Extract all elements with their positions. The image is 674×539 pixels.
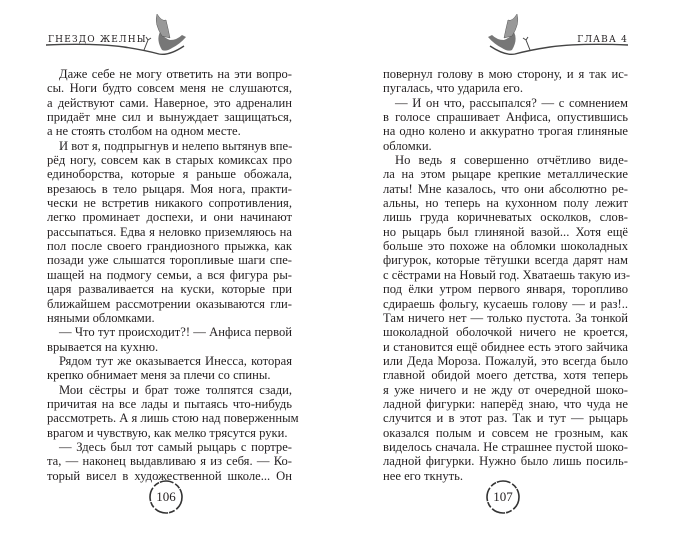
text-line: альны, но теперь на кухонном полу лежит: [383, 196, 628, 211]
text-line: врывается на кухню.: [47, 339, 159, 354]
text-line: или Деда Мороза. Пожалуй, это всегда было: [383, 353, 628, 368]
text-line: сы. Ноги будто совсем меня не слушаются,: [47, 81, 292, 96]
text-line: — Что тут происходит?! — Анфиса первой: [59, 325, 292, 340]
text-line: латы! Мне казалось, что они абсолютно ре-: [383, 181, 628, 196]
text-line: ладной фигурки. Нужно было лишь посиль-: [383, 454, 628, 469]
text-line: главной обидой моего детства, хотя теперь: [383, 368, 628, 383]
page-number: [148, 479, 184, 515]
text-line: на одно колено и аккуратно трогая глиняные: [383, 124, 628, 139]
text-line: Рядом тут же оказывается Инесса, которая: [59, 353, 292, 368]
text-line: рассыпаться. Едва я неловко приземляюсь на: [47, 224, 292, 239]
text-line: ла на этом рыцаре крепкие металлические: [383, 167, 628, 182]
text-line: пол после своего грандиозного прыжка, как: [47, 239, 292, 254]
text-line: торый висел в художественной школе... Он: [47, 468, 292, 483]
text-line: шоколадной оболочкой ничего не кроется,: [383, 325, 628, 340]
text-line: няными обломками.: [47, 310, 155, 325]
text-line: легко проминает доспехи, и они начинают: [47, 210, 292, 225]
text-line: единоборства, которые я раньше обожала,: [47, 167, 292, 182]
running-head-book-title: ГНЕЗДО ЖЕЛНЫ: [48, 35, 147, 45]
text-line: оказался полым и совсем не грозным, как: [383, 425, 628, 440]
text-line: нее его ткнуть.: [383, 468, 464, 483]
text-line: Мои сёстры и брат тоже толпятся сзади,: [59, 382, 292, 397]
text-line: ладной фигурки: наперёд знаю, что чуда не: [383, 396, 628, 411]
text-line: та, — наконец выдавливаю я из себя. — Ко-: [47, 454, 292, 469]
text-line: — Здесь был тот самый рыцарь с портре-: [59, 439, 292, 454]
text-line: фигурок, которые тётушки всегда дарят нам: [383, 253, 628, 268]
text-line: — И он что, рассыпался? — с сомнением: [395, 95, 628, 110]
text-line: обломки.: [383, 138, 432, 153]
text-line: причитая на все лады и пытаясь что-нибудь: [47, 396, 292, 411]
text-line: Но ведь я совершенно отчётливо виде-: [395, 153, 628, 168]
text-line: повернул голову в мою сторону, и я так ис-: [383, 67, 628, 81]
text-line: пугалась, что ударила его.: [383, 81, 523, 96]
text-line: с сёстрами на Новый год. Хватаешь такую из-: [383, 267, 631, 282]
text-line: И вот я, подпрыгнув и нелепо вытянув впе-: [59, 138, 293, 153]
bird-on-branch-icon: [44, 10, 194, 60]
text-line: в голосе спрашивает Анфиса, опустившись: [383, 110, 628, 125]
text-line: больше это похоже на обломки шоколадных: [383, 239, 628, 254]
text-line: ближайшем рассмотрении оказываются гли-: [47, 296, 292, 311]
bird-on-branch-icon: [480, 10, 630, 60]
text-line: врезаюсь в тело рыцаря. Моя нога, практи-: [47, 181, 292, 196]
running-head-chapter: ГЛАВА 4: [577, 35, 628, 45]
text-line: и становится ещё обиднее есть этого зайчика: [383, 339, 628, 354]
text-line: придаёт мне сил и вынуждает защищаться,: [47, 110, 292, 125]
text-line: рассмотреть. А я лишь стою над поверженным: [47, 411, 299, 426]
body-text: [383, 67, 631, 483]
page-number: [485, 479, 521, 515]
right-page: [337, 0, 674, 539]
text-line: царя разваливается на куски, которые при: [47, 282, 292, 297]
text-line: под ёлки утром первого января, торопливо: [383, 282, 628, 297]
text-line: виделось сначала. Не страшнее пустой шоко-: [383, 439, 628, 454]
text-line: крепко обнимает меня за плечи со спины.: [47, 368, 271, 383]
text-line: но рыцарь был глиняной вазой... Хотя ещё: [383, 224, 628, 239]
text-line: шащей на подмогу семьи, а вся фигура ры-: [47, 267, 292, 282]
text-line: рёд ногу, совсем как в старых комиксах про: [47, 153, 292, 168]
text-line: а не стоять столбом на одном месте.: [47, 124, 241, 139]
text-line: Там ничего нет — только пустота. За тонкой: [383, 310, 628, 325]
text-line: позади уже слышатся торопливые шаги спе-: [47, 253, 292, 268]
page-number-text: 106: [156, 489, 176, 504]
text-line: врагом и чувствую, как мелко трясутся руки.: [47, 425, 288, 440]
page-number-text: 107: [493, 489, 513, 504]
body-text: [47, 67, 299, 483]
text-line: я уже ничего и не жду от очередной шоко-: [383, 382, 628, 397]
text-line: случится и в этот раз. Так и тут — рыцарь: [383, 411, 628, 426]
text-line: Даже себе не могу ответить на эти вопро-: [59, 67, 292, 81]
text-line: чески не встретив никакого сопротивления,: [47, 196, 292, 211]
text-line: лишь груда коричневатых осколков, слов-: [383, 210, 628, 225]
text-line: а действуют сами. Наверное, это адреналин: [47, 95, 292, 110]
text-line: сдираешь фольгу, кусаешь голову — и раз!..: [383, 296, 628, 311]
